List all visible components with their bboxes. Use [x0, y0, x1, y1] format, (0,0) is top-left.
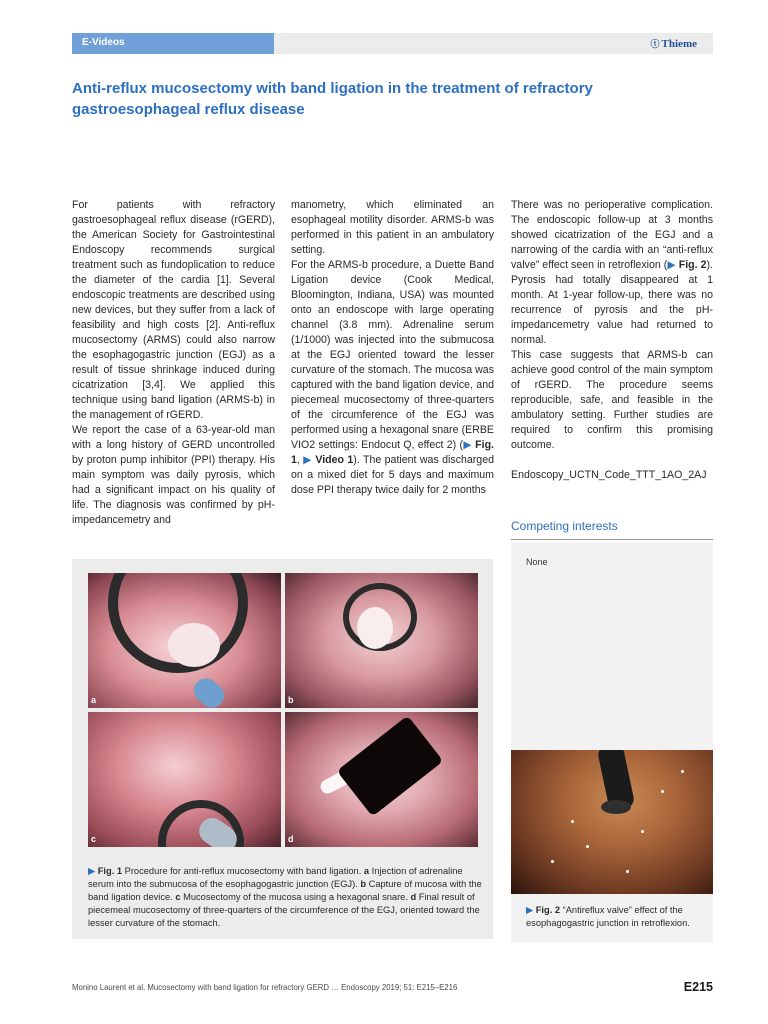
arrow-icon: ▶ — [88, 866, 96, 876]
article-title: Anti-reflux mucosectomy with band ligation in the treatment of refractory gastroesophageal reflux disease — [72, 80, 593, 118]
uctn-code: Endoscopy_UCTN_Code_TTT_1AO_2AJ — [511, 469, 707, 481]
body-column-2 — [291, 198, 494, 498]
figure-2-caption — [526, 904, 706, 930]
endoscope-tip — [601, 800, 631, 814]
arrow-icon: ▶ — [303, 454, 312, 466]
caption-part-label: b — [360, 879, 367, 889]
section-header-bar — [72, 33, 274, 54]
publisher-logo[interactable] — [651, 37, 697, 50]
body-column-3 — [511, 198, 713, 483]
paragraph: For patients with refractory gastroesophageal reflux disease (rGERD), the American Society for Gastrointestinal Endoscopy recommends surgical treatment such as fundoplication to reduce the diameter of the cardia [1]. Several endoscopic treatments are described using new devices, but they suffer from a lack of feasibility and high costs [2]. Anti-reflux mucosectomy (ARMS) could also narrow the esophagogastric junction (EGJ) as a result of tissue shrinkage induced during cicatrization [3,4]. We applied this technique using band ligation (ARMS-b) in the management of rGERD. — [72, 199, 275, 421]
arrow-icon: ▶ — [667, 259, 676, 271]
esophageal-lumen — [337, 715, 444, 816]
figure-1-panel-b-image[interactable] — [285, 573, 478, 708]
text-run: There was no perioperative complication. The endoscopic follow-up at 3 months showed cicatrization of the EGJ and a narrowing of the cardia with an “anti-reflux valve” effect seen in retroflexion ( — [511, 199, 713, 271]
caption-text: Capture of mucosa with the band ligation device. — [88, 879, 482, 902]
light-reflection — [586, 845, 589, 848]
section-label: E-Videos — [82, 37, 125, 48]
caption-label: Fig. 1 — [97, 866, 123, 876]
light-reflection — [661, 790, 664, 793]
thieme-logo-icon: ⓣ — [650, 39, 660, 49]
header-rule-bar — [274, 33, 713, 54]
light-reflection — [641, 830, 644, 833]
figure-link[interactable]: Fig. 1 — [291, 439, 494, 466]
paragraph: We report the case of a 63-year-old man with a long history of GERD uncontrolled by proton pump inhibitor (PPI) therapy. His main symptom was daily pyrosis, which had a significant impact on his quality of life. The diagnosis was confirmed by pH-impedancemetry and — [72, 424, 275, 526]
figure-1-image-grid — [88, 573, 478, 849]
body-column-1 — [72, 198, 275, 528]
figure-1-panel-c-image[interactable] — [88, 712, 281, 847]
caption-text: Final result of piecemeal mucosectomy of three-quarters of the circumference of the EGJ, oriented toward the lesser curvature of the stomach. — [88, 892, 480, 928]
text-run: ). Pyrosis had totally disappeared at 1 month. At 1-year follow-up, there was no recurrence of pyrosis and the pH-impedancemetry value had returned to normal. — [511, 259, 713, 346]
section-divider — [511, 539, 713, 540]
figure-1-caption — [88, 865, 488, 930]
captured-mucosa — [357, 607, 393, 649]
light-reflection — [551, 860, 554, 863]
caption-label: Fig. 2 — [535, 905, 561, 915]
caption-text: Procedure for anti-reflux mucosectomy with band ligation. — [122, 866, 364, 876]
text-run: ). The patient was discharged on a mixed diet for 5 days and maximum dose PPI therapy twice daily for 2 months — [291, 454, 494, 496]
panel-letter-c: c — [91, 834, 97, 844]
figure-link[interactable]: Fig. 2 — [678, 259, 707, 271]
paragraph: This case suggests that ARMS-b can achieve good control of the main symptom of rGERD. The procedure seems reproducible, safe, and feasible in the ambulatory setting. Further studies are required to confirm this promising outcome. — [511, 349, 713, 451]
competing-interests-value: None — [526, 557, 548, 567]
competing-interests-heading: Competing interests — [511, 519, 618, 533]
arrow-icon: ▶ — [463, 439, 472, 451]
citation-footer: Monino Laurent et al. Mucosectomy with band ligation for refractory GERD … Endoscopy 2019; 51: E215–E216 — [72, 983, 458, 992]
caption-part-label: a — [363, 866, 370, 876]
caption-text: “Antireflux valve” effect of the esophagogastric junction in retroflexion. — [526, 905, 690, 928]
injection-catheter — [189, 674, 229, 708]
paragraph: manometry, which eliminated an esophageal motility disorder. ARMS-b was performed in this patient in an ambulatory setting. — [291, 199, 494, 256]
figure-1-panel-a-image[interactable] — [88, 573, 281, 708]
video-link[interactable]: Video 1 — [315, 454, 354, 466]
arrow-icon: ▶ — [526, 905, 534, 915]
caption-part-label: d — [410, 892, 417, 902]
light-reflection — [571, 820, 574, 823]
caption-part-label: c — [175, 892, 181, 902]
publisher-name: Thieme — [661, 38, 697, 50]
light-reflection — [681, 770, 684, 773]
mucosa-bleb — [168, 623, 220, 667]
text-run: For the ARMS-b procedure, a Duette Band Ligation device (Cook Medical, Bloomington, Indiana, USA) was mounted onto an endoscope with large operating channel (3.8 mm). Adrenaline serum (1/1000) was injected into the submucosa at the EGJ oriented toward the lesser curvature of the stomach. The mucosa was captured with the band ligation device, and piecemeal mucosectomy of three-quarters of the circumference of the EGJ was performed using a hexagonal snare (ERBE VIO2 settings: Endocut Q, effect 2) ( — [291, 259, 494, 451]
caption-text: Mucosectomy of the mucosa using a hexagonal snare. — [180, 892, 411, 902]
light-reflection — [626, 870, 629, 873]
panel-letter-b: b — [288, 695, 294, 705]
text-run: , — [296, 454, 304, 466]
figure-2-image[interactable] — [511, 750, 713, 894]
caption-text: Injection of adrenaline serum into the submucosa of the esophagogastric junction (EGJ). — [88, 866, 463, 889]
page-number: E215 — [683, 980, 713, 994]
figure-1-panel-d-image[interactable] — [285, 712, 478, 847]
paragraph — [291, 258, 494, 498]
panel-letter-a: a — [91, 695, 97, 705]
panel-letter-d: d — [288, 834, 294, 844]
paragraph — [511, 198, 713, 348]
